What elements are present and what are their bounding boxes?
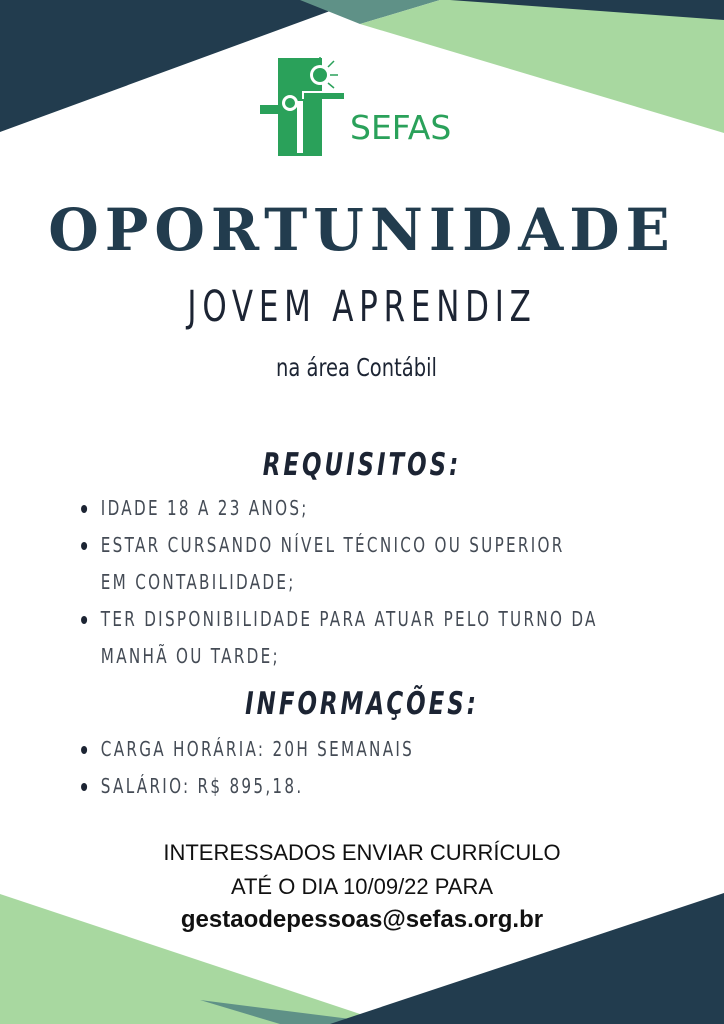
cta-line-1: INTERESSADOS ENVIAR CURRÍCULO <box>163 840 561 865</box>
information-list <box>78 731 534 805</box>
contact-email[interactable]: gestaodepessoas@sefas.org.br <box>180 906 544 933</box>
cta-line-2: ATÉ O DIA 10/09/22 PARA <box>230 874 494 899</box>
logo-text: SEFAS <box>350 108 452 147</box>
list-item: SALÁRIO: R$ 895,18. <box>78 768 671 805</box>
list-item: ESTAR CURSANDO NÍVEL TÉCNICO OU SUPERIOR EM CONTABILIDADE; <box>78 527 572 601</box>
list-item: IDADE 18 A 23 ANOS; <box>78 490 671 527</box>
information-heading: INFORMAÇÕES: <box>245 686 479 722</box>
subtitle: JOVEM APRENDIZ <box>187 282 537 332</box>
area-label: na área Contábil <box>276 353 437 382</box>
list-item: CARGA HORÁRIA: 20H SEMANAIS <box>78 731 671 768</box>
list-item: TER DISPONIBILIDADE PARA ATUAR PELO TURNO DA MANHÃ OU TARDE; <box>78 601 648 675</box>
requirements-heading: REQUISITOS: <box>262 447 462 483</box>
requirements-list <box>78 490 598 675</box>
page-title: OPORTUNIDADE <box>48 196 676 264</box>
